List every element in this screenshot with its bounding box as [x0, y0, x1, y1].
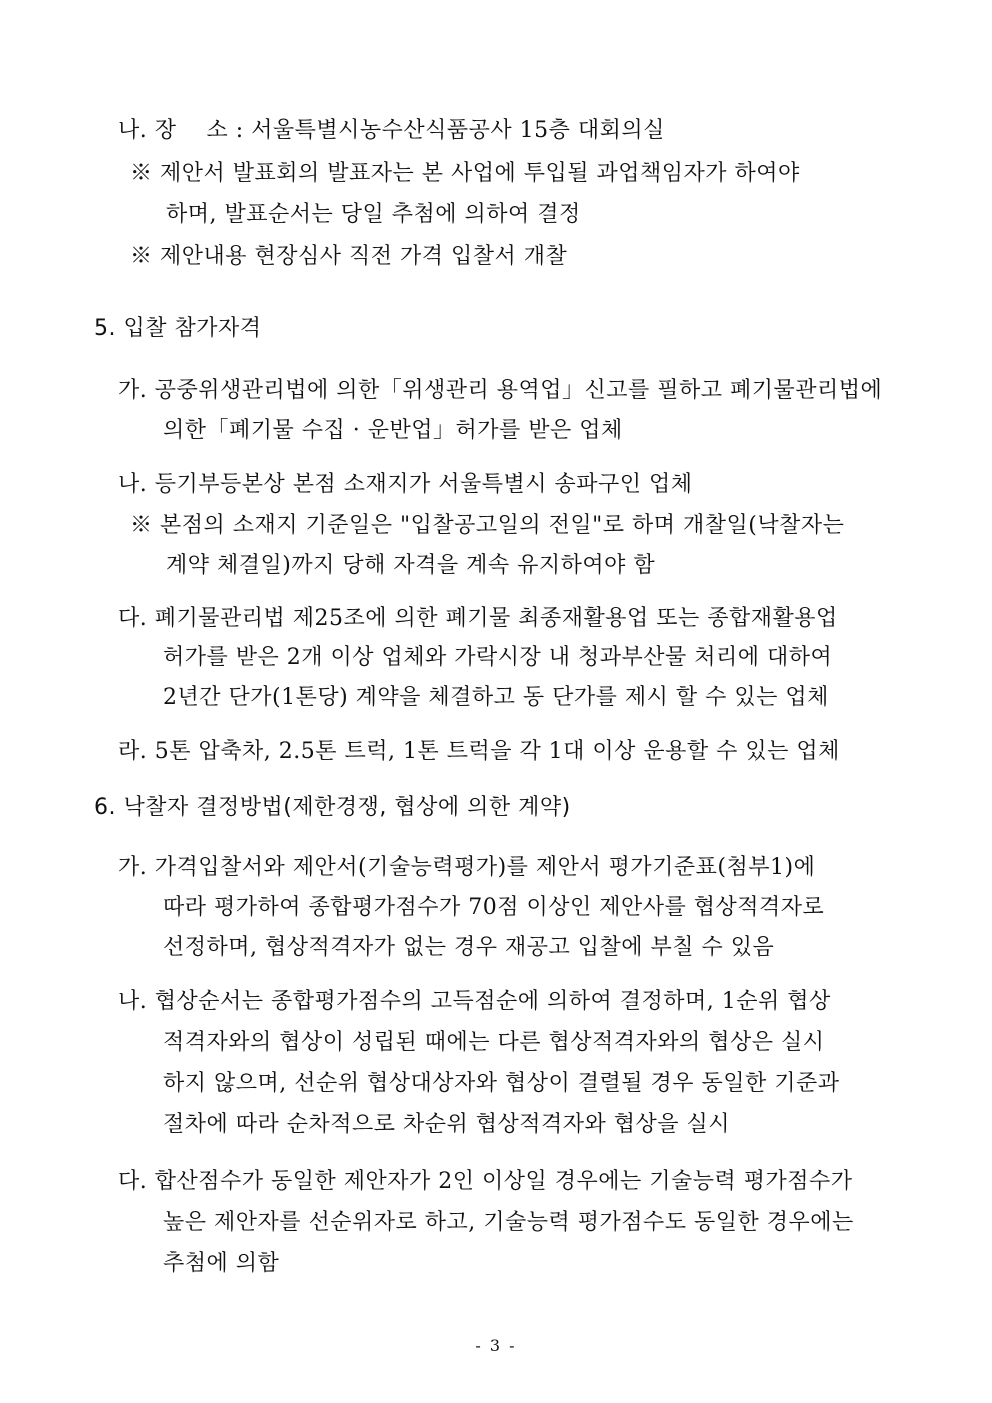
s5-note-line2: 계약 체결일)까지 당해 자격을 계속 유지하여야 함	[166, 553, 656, 578]
s6-item-da-line2: 높은 제안자를 선순위자로 하고, 기술능력 평가점수도 동일한 경우에는	[163, 1210, 854, 1235]
s6-item-na-line3: 하지 않으며, 선순위 협상대상자와 협상이 결렬될 경우 동일한 기준과	[163, 1071, 840, 1096]
section6-heading: 6. 낙찰자 결정방법(제한경쟁, 협상에 의한 계약)	[94, 795, 571, 820]
s6-item-ga-line3: 선정하며, 협상적격자가 없는 경우 재공고 입찰에 부칠 수 있음	[163, 935, 775, 960]
s6-item-ga-line2: 따라 평가하여 종합평가점수가 70점 이상인 제안사를 협상적격자로	[163, 895, 825, 920]
note-bid-opening: ※ 제안내용 현장심사 직전 가격 입찰서 개찰	[130, 244, 568, 269]
note-presenter-line2: 하며, 발표순서는 당일 추첨에 의하여 결정	[166, 202, 581, 227]
s5-item-ga-line2: 의한「폐기물 수집 · 운반업」허가를 받은 업체	[163, 418, 623, 443]
s5-item-na: 나. 등기부등본상 본점 소재지가 서울특별시 송파구인 업체	[118, 472, 693, 497]
s5-item-da-line1: 다. 폐기물관리법 제25조에 의한 폐기물 최종재활용업 또는 종합재활용업	[118, 606, 838, 631]
page-number: - 3 -	[475, 1336, 517, 1355]
s6-item-da-line3: 추첨에 의함	[163, 1251, 280, 1276]
s6-item-da-line1: 다. 합산점수가 동일한 제안자가 2인 이상일 경우에는 기술능력 평가점수가	[118, 1169, 853, 1194]
s6-item-ga-line1: 가. 가격입찰서와 제안서(기술능력평가)를 제안서 평가기준표(첨부1)에	[118, 855, 816, 880]
s5-item-ga-line1: 가. 공중위생관리법에 의한「위생관리 용역업」신고를 필하고 폐기물관리법에	[118, 378, 883, 403]
s6-item-na-line2: 적격자와의 협상이 성립된 때에는 다른 협상적격자와의 협상은 실시	[163, 1030, 825, 1055]
s5-item-ra: 라. 5톤 압축차, 2.5톤 트럭, 1톤 트럭을 각 1대 이상 운용할 수 있는 업체	[118, 739, 840, 764]
s5-note-line1: ※ 본점의 소재지 기준일은 "입찰공고일의 전일"로 하며 개찰일(낙찰자는	[130, 513, 845, 538]
item-na-location: 나. 장 소 : 서울특별시농수산식품공사 15층 대회의실	[118, 118, 665, 143]
s6-item-na-line4: 절차에 따라 순차적으로 차순위 협상적격자와 협상을 실시	[163, 1112, 731, 1137]
s6-item-na-line1: 나. 협상순서는 종합평가점수의 고득점순에 의하여 결정하며, 1순위 협상	[118, 989, 831, 1014]
s5-item-da-line2: 허가를 받은 2개 이상 업체와 가락시장 내 청과부산물 처리에 대하여	[163, 645, 833, 670]
s5-item-da-line3: 2년간 단가(1톤당) 계약을 체결하고 동 단가를 제시 할 수 있는 업체	[163, 685, 829, 710]
section5-heading: 5. 입찰 참가자격	[94, 316, 262, 341]
note-presenter-line1: ※ 제안서 발표회의 발표자는 본 사업에 투입될 과업책임자가 하여야	[130, 161, 800, 186]
